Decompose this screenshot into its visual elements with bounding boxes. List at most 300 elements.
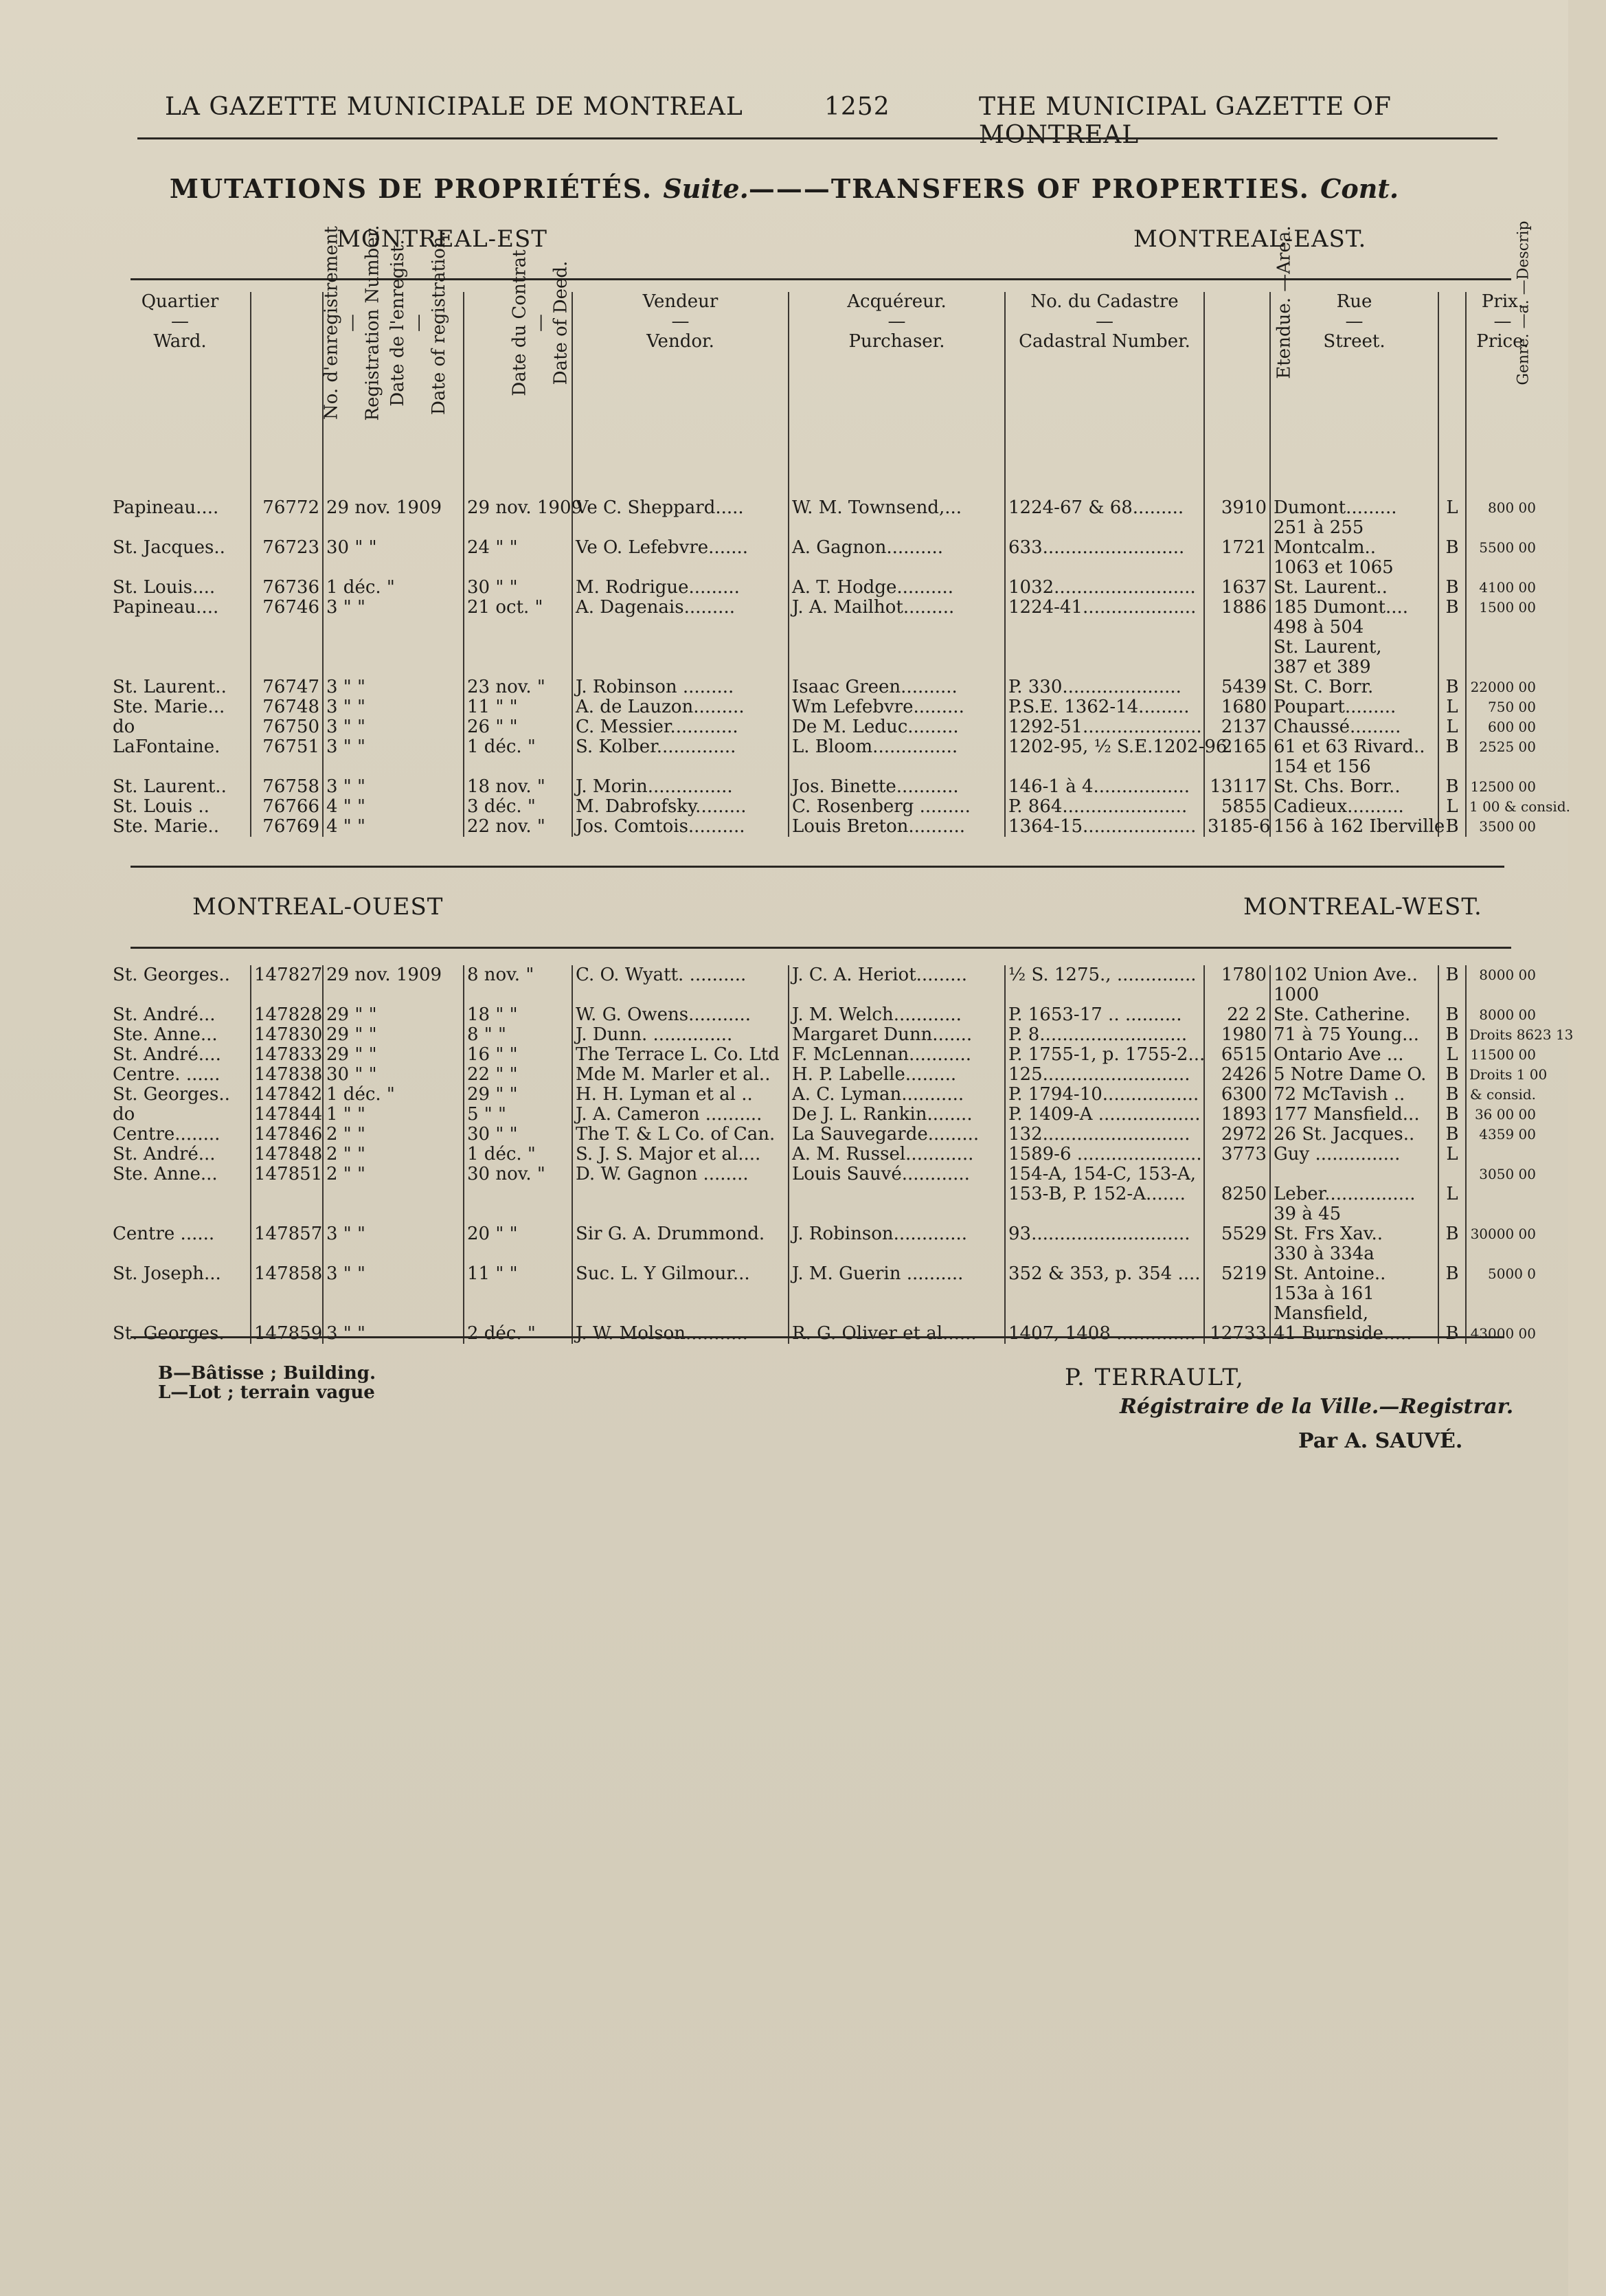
cell-registration-date	[323, 618, 464, 638]
cell-cadastral-number	[1005, 1204, 1204, 1224]
cell-street: 330 à 334a	[1270, 1244, 1438, 1264]
cell-registration-date: 4 " "	[323, 817, 464, 837]
table-row	[110, 1244, 1539, 1264]
cell-area: 8250	[1204, 1184, 1270, 1204]
cell-kind	[1438, 638, 1466, 657]
cell-kind: L	[1438, 1184, 1466, 1204]
cell-ward	[110, 638, 251, 657]
cell-purchaser: A. Gagnon..........	[789, 538, 1005, 558]
cell-street: St. Frs Xav..	[1270, 1224, 1438, 1244]
cell-price: 30000 00	[1466, 1224, 1539, 1244]
cell-deed-date	[464, 618, 572, 638]
cell-area: 1893	[1204, 1105, 1270, 1125]
cell-street: Montcalm..	[1270, 538, 1438, 558]
cell-area: 5439	[1204, 677, 1270, 697]
table-row	[110, 1065, 1539, 1085]
cell-cadastral-number	[1005, 985, 1204, 1005]
cell-vendor: J. A. Cameron ..........	[572, 1105, 789, 1125]
cell-registration-date	[323, 638, 464, 657]
cell-price	[1466, 757, 1539, 777]
cell-cadastral-number: 146-1 à 4.................	[1005, 777, 1204, 797]
cell-purchaser: Wm Lefebvre.........	[789, 697, 1005, 717]
cell-ward: St. Georges.	[113, 1323, 225, 1344]
cell-purchaser	[789, 558, 1005, 578]
cell-purchaser: C. Rosenberg .........	[789, 797, 1005, 817]
cell-vendor: Ve C. Sheppard.....	[572, 498, 789, 518]
cell-price	[1466, 1284, 1539, 1304]
table-row	[110, 598, 1539, 618]
cell-kind: B	[1438, 598, 1466, 618]
cell-area	[1204, 1284, 1270, 1304]
cell-cadastral-number	[1005, 757, 1204, 777]
cell-price	[1466, 657, 1539, 677]
cell-ward: St. Laurent..	[113, 677, 227, 697]
table-row	[110, 618, 1539, 638]
cell-vendor: D. W. Gagnon ........	[572, 1164, 789, 1184]
west-bottom-rule	[131, 1336, 1504, 1338]
cell-ward	[110, 1244, 251, 1264]
cell-purchaser: J. C. A. Heriot.........	[789, 965, 1005, 985]
cell-cadastral-number: 93............................	[1005, 1224, 1204, 1244]
cell-street: Poupart.........	[1270, 697, 1438, 717]
cell-registration-date: 3 " "	[323, 697, 464, 717]
cell-ward: St. Louis....	[113, 577, 216, 598]
cell-registration-number: 147859	[251, 1324, 323, 1344]
cell-registration-number: 147844	[251, 1105, 323, 1125]
cell-vendor	[572, 1204, 789, 1224]
cell-cadastral-number: 633.........................	[1005, 538, 1204, 558]
cell-price	[1466, 1244, 1539, 1264]
cell-registration-date	[323, 1284, 464, 1304]
signature-title: Régistraire de la Ville.—Registrar.	[1120, 1395, 1514, 1419]
cell-vendor: The T. & L Co. of Can.	[572, 1125, 789, 1145]
cell-cadastral-number: P. 8..........................	[1005, 1025, 1204, 1045]
cell-price: 11500 00	[1466, 1045, 1539, 1065]
table-row	[110, 797, 1539, 817]
cell-deed-date	[464, 1304, 572, 1324]
cell-kind	[1438, 657, 1466, 677]
cell-cadastral-number	[1005, 1284, 1204, 1304]
cell-ward	[110, 1304, 251, 1324]
cell-area: 12733	[1204, 1324, 1270, 1344]
cell-ward: St. Joseph...	[113, 1263, 221, 1284]
cell-area: 2426	[1204, 1065, 1270, 1085]
cell-ward: Papineau....	[113, 497, 219, 518]
cell-cadastral-number	[1005, 558, 1204, 578]
cell-ward	[110, 1184, 251, 1204]
cell-kind	[1438, 1304, 1466, 1324]
cell-street: St. Laurent,	[1270, 638, 1438, 657]
cell-vendor: W. G. Owens...........	[572, 1005, 789, 1025]
cell-deed-date: 26 " "	[464, 717, 572, 737]
cell-registration-number: 76769	[251, 817, 323, 837]
cell-vendor: C. O. Wyatt. ..........	[572, 965, 789, 985]
cell-deed-date: 8 nov. "	[464, 965, 572, 985]
cell-area: 5855	[1204, 797, 1270, 817]
cell-vendor	[572, 518, 789, 538]
cell-price	[1466, 985, 1539, 1005]
cell-street: 39 à 45	[1270, 1204, 1438, 1224]
table-row	[110, 638, 1539, 657]
west-top-rule	[131, 947, 1511, 949]
cell-vendor	[572, 638, 789, 657]
cell-registration-number: 147828	[251, 1005, 323, 1025]
cell-street: St. C. Borr.	[1270, 677, 1438, 697]
cell-street: Ste. Catherine.	[1270, 1005, 1438, 1025]
table-row	[110, 697, 1539, 717]
cell-price: 5000 0	[1466, 1264, 1539, 1284]
table-row	[110, 1025, 1539, 1045]
cell-area: 2165	[1204, 737, 1270, 757]
cell-area: 1637	[1204, 578, 1270, 598]
cell-registration-number	[251, 558, 323, 578]
cell-cadastral-number: 125..........................	[1005, 1065, 1204, 1085]
cell-deed-date: 3 déc. "	[464, 797, 572, 817]
cell-cadastral-number	[1005, 1244, 1204, 1264]
table-row	[110, 518, 1539, 538]
cell-ward: Centre........	[113, 1124, 220, 1145]
cell-registration-date: 30 " "	[323, 1065, 464, 1085]
cell-area	[1204, 518, 1270, 538]
cell-ward: St. André...	[113, 1144, 216, 1164]
cell-deed-date	[464, 1184, 572, 1204]
cell-kind	[1438, 1244, 1466, 1264]
cell-vendor	[572, 558, 789, 578]
cell-deed-date: 18 " "	[464, 1005, 572, 1025]
cell-purchaser: La Sauvegarde.........	[789, 1125, 1005, 1145]
table-row	[110, 1224, 1539, 1244]
cell-ward: St. Georges..	[113, 965, 230, 985]
table-row	[110, 1264, 1539, 1284]
cell-kind: L	[1438, 1145, 1466, 1164]
west-label-en: MONTREAL-WEST.	[1243, 893, 1482, 921]
cell-ward	[110, 618, 251, 638]
cell-kind	[1438, 558, 1466, 578]
cell-price: 36 00 00	[1466, 1105, 1539, 1125]
cell-ward: Ste. Marie...	[113, 697, 225, 717]
cell-registration-number: 147842	[251, 1085, 323, 1105]
cell-registration-date: 2 " "	[323, 1145, 464, 1164]
cell-kind	[1438, 985, 1466, 1005]
cell-purchaser	[789, 757, 1005, 777]
cell-kind: L	[1438, 797, 1466, 817]
col-registration-number: No. d'enregistrement — Registration Number.	[251, 292, 323, 498]
cell-vendor: Jos. Comtois..........	[572, 817, 789, 837]
cell-price: & consid.	[1466, 1085, 1539, 1105]
cell-price	[1466, 1204, 1539, 1224]
cell-cadastral-number: P. 1755-1, p. 1755-2...	[1005, 1045, 1204, 1065]
cell-street: Dumont.........	[1270, 498, 1438, 518]
cell-cadastral-number: P.S.E. 1362-14.........	[1005, 697, 1204, 717]
cell-kind: L	[1438, 697, 1466, 717]
cell-street: 71 à 75 Young...	[1270, 1025, 1438, 1045]
cell-cadastral-number: 132..........................	[1005, 1125, 1204, 1145]
title-fr: MUTATIONS DE PROPRIÉTÉS.	[169, 173, 653, 204]
signature-by: Par A. SAUVÉ.	[1298, 1429, 1463, 1453]
cell-area	[1204, 1304, 1270, 1324]
cell-street: 154 et 156	[1270, 757, 1438, 777]
cell-purchaser	[789, 1284, 1005, 1304]
cell-ward: Centre. ......	[113, 1064, 220, 1085]
cell-purchaser: R. G. Oliver et al......	[789, 1324, 1005, 1344]
cell-vendor: J. Morin...............	[572, 777, 789, 797]
cell-street: Mansfield,	[1270, 1304, 1438, 1324]
table-row	[110, 1145, 1539, 1164]
cell-kind: B	[1438, 777, 1466, 797]
cell-area	[1204, 657, 1270, 677]
col-vendor: Vendeur — Vendor.	[572, 292, 789, 498]
cell-purchaser: J. M. Guerin ..........	[789, 1264, 1005, 1284]
cell-registration-number: 147833	[251, 1045, 323, 1065]
cell-kind: B	[1438, 1105, 1466, 1125]
cell-street: 1063 et 1065	[1270, 558, 1438, 578]
cell-price: Droits 8623 13	[1466, 1025, 1539, 1045]
cell-street: 498 à 504	[1270, 618, 1438, 638]
cell-deed-date: 1 déc. "	[464, 1145, 572, 1164]
cell-registration-number	[251, 1184, 323, 1204]
table-row	[110, 965, 1539, 985]
cell-ward: St. André....	[113, 1044, 221, 1065]
cell-vendor: H. H. Lyman et al ..	[572, 1085, 789, 1105]
cell-registration-date: 4 " "	[323, 797, 464, 817]
cell-price	[1466, 638, 1539, 657]
cell-street: St. Antoine..	[1270, 1264, 1438, 1284]
cell-registration-date: 3 " "	[323, 717, 464, 737]
cell-deed-date: 30 " "	[464, 578, 572, 598]
cell-area: 2972	[1204, 1125, 1270, 1145]
cell-street: Guy ...............	[1270, 1145, 1438, 1164]
cell-kind	[1438, 1164, 1466, 1184]
cell-price: 800 00	[1466, 498, 1539, 518]
cell-registration-date: 3 " "	[323, 1264, 464, 1284]
cell-kind: B	[1438, 1324, 1466, 1344]
cell-street: 72 McTavish ..	[1270, 1085, 1438, 1105]
cell-registration-date	[323, 1244, 464, 1264]
table-row	[110, 1045, 1539, 1065]
cell-purchaser: Louis Sauvé............	[789, 1164, 1005, 1184]
header-left: LA GAZETTE MUNICIPALE DE MONTREAL	[165, 93, 743, 121]
cell-ward: do	[113, 1104, 135, 1125]
cell-deed-date	[464, 1284, 572, 1304]
cell-registration-date	[323, 1304, 464, 1324]
table-row	[110, 498, 1539, 518]
cell-deed-date: 16 " "	[464, 1045, 572, 1065]
cell-area: 3910	[1204, 498, 1270, 518]
cell-price: 12500 00	[1466, 777, 1539, 797]
cell-registration-date	[323, 1204, 464, 1224]
cell-registration-number: 147851	[251, 1164, 323, 1184]
cell-price	[1466, 618, 1539, 638]
cell-kind: B	[1438, 1065, 1466, 1085]
cell-deed-date	[464, 985, 572, 1005]
cell-deed-date: 2 déc. "	[464, 1324, 572, 1344]
cell-deed-date: 22 " "	[464, 1065, 572, 1085]
cell-cadastral-number	[1005, 518, 1204, 538]
title-cont: Cont.	[1320, 173, 1399, 204]
legend-building: B—Bâtisse ; Building.	[158, 1363, 376, 1384]
cell-price: 8000 00	[1466, 1005, 1539, 1025]
cell-purchaser	[789, 1204, 1005, 1224]
cell-cadastral-number: 1589-6 ......................	[1005, 1145, 1204, 1164]
cell-kind: B	[1438, 1085, 1466, 1105]
cell-registration-number: 76758	[251, 777, 323, 797]
cell-vendor	[572, 1244, 789, 1264]
cell-deed-date	[464, 757, 572, 777]
cell-registration-date	[323, 757, 464, 777]
cell-purchaser	[789, 1184, 1005, 1204]
title-suite: Suite.	[663, 173, 749, 204]
cell-registration-date: 3 " "	[323, 677, 464, 697]
table-row	[110, 1204, 1539, 1224]
cell-registration-number	[251, 518, 323, 538]
cell-ward: St. Georges..	[113, 1084, 230, 1105]
table-row	[110, 1005, 1539, 1025]
cell-cadastral-number	[1005, 618, 1204, 638]
cell-registration-date	[323, 1184, 464, 1204]
cell-registration-number: 76736	[251, 578, 323, 598]
cell-area: 6300	[1204, 1085, 1270, 1105]
cell-vendor: A. de Lauzon.........	[572, 697, 789, 717]
cell-registration-number	[251, 638, 323, 657]
cell-kind: B	[1438, 737, 1466, 757]
cell-deed-date: 30 nov. "	[464, 1164, 572, 1184]
cell-registration-date	[323, 518, 464, 538]
cell-vendor	[572, 1304, 789, 1324]
cell-vendor	[572, 657, 789, 677]
cell-area	[1204, 985, 1270, 1005]
cell-purchaser: F. McLennan...........	[789, 1045, 1005, 1065]
cell-vendor: M. Dabrofsky.........	[572, 797, 789, 817]
cell-vendor: A. Dagenais.........	[572, 598, 789, 618]
table-row	[110, 1284, 1539, 1304]
cell-registration-number	[251, 1304, 323, 1324]
cell-kind	[1438, 1284, 1466, 1304]
cell-registration-date	[323, 657, 464, 677]
table-row	[110, 578, 1539, 598]
cell-purchaser: J. M. Welch............	[789, 1005, 1005, 1025]
cell-registration-number: 147846	[251, 1125, 323, 1145]
table-row	[110, 1184, 1539, 1204]
cell-street: St. Laurent..	[1270, 578, 1438, 598]
cell-ward: Papineau....	[113, 597, 219, 618]
cell-registration-number	[251, 757, 323, 777]
cell-cadastral-number	[1005, 1304, 1204, 1324]
col-ward: Quartier — Ward.	[141, 291, 219, 352]
cell-purchaser: W. M. Townsend,...	[789, 498, 1005, 518]
cell-vendor: J. Robinson .........	[572, 677, 789, 697]
cell-price	[1466, 558, 1539, 578]
table-row	[110, 717, 1539, 737]
cell-kind: B	[1438, 1025, 1466, 1045]
cell-price: 43000 00	[1466, 1324, 1539, 1344]
cell-ward	[110, 757, 251, 777]
cell-purchaser: J. Robinson.............	[789, 1224, 1005, 1244]
cell-ward	[110, 558, 251, 578]
cell-street: Leber................	[1270, 1184, 1438, 1204]
table-row	[110, 777, 1539, 797]
west-transfers-table	[110, 965, 1574, 1344]
cell-kind: B	[1438, 1264, 1466, 1284]
cell-area: 1780	[1204, 965, 1270, 985]
table-row	[110, 1324, 1539, 1344]
table-row	[110, 538, 1539, 558]
cell-purchaser: A. T. Hodge..........	[789, 578, 1005, 598]
cell-area: 3773	[1204, 1145, 1270, 1164]
cell-deed-date: 30 " "	[464, 1125, 572, 1145]
cell-price: 4359 00	[1466, 1125, 1539, 1145]
cell-ward: St. Jacques..	[113, 537, 225, 558]
cell-registration-number	[251, 1244, 323, 1264]
cell-deed-date	[464, 558, 572, 578]
cell-price	[1466, 1304, 1539, 1324]
legend-lot: L—Lot ; terrain vague	[158, 1382, 375, 1403]
cell-ward: LaFontaine.	[113, 736, 220, 757]
cell-cadastral-number	[1005, 638, 1204, 657]
cell-registration-number	[251, 1284, 323, 1304]
cell-street: 185 Dumont....	[1270, 598, 1438, 618]
cell-area	[1204, 1244, 1270, 1264]
col-deed-date: Date du Contrat — Date of Deed.	[464, 292, 572, 498]
cell-cadastral-number: 153-B, P. 152-A.......	[1005, 1184, 1204, 1204]
cell-street: 251 à 255	[1270, 518, 1438, 538]
east-label-en: MONTREAL-EAST.	[1133, 225, 1367, 253]
cell-deed-date: 22 nov. "	[464, 817, 572, 837]
cell-deed-date: 1 déc. "	[464, 737, 572, 757]
cell-ward: St. Laurent..	[113, 776, 227, 797]
signature-name: P. TERRAULT,	[1065, 1364, 1245, 1391]
cell-price: 5500 00	[1466, 538, 1539, 558]
cell-deed-date	[464, 657, 572, 677]
table-row	[110, 677, 1539, 697]
cell-cadastral-number: 1202-95, ½ S.E.1202-96	[1005, 737, 1204, 757]
cell-street: 5 Notre Dame O.	[1270, 1065, 1438, 1085]
east-header-row	[110, 292, 1539, 498]
cell-registration-number: 147838	[251, 1065, 323, 1085]
cell-purchaser: A. C. Lyman...........	[789, 1085, 1005, 1105]
cell-ward: Ste. Anne...	[113, 1164, 218, 1184]
cell-street: 41 Burnside.....	[1270, 1324, 1438, 1344]
cell-kind: B	[1438, 1005, 1466, 1025]
cell-registration-date: 1 " "	[323, 1105, 464, 1125]
cell-purchaser: A. M. Russel............	[789, 1145, 1005, 1164]
cell-price: 1500 00	[1466, 598, 1539, 618]
cell-area: 5219	[1204, 1264, 1270, 1284]
cell-ward	[110, 518, 251, 538]
cell-price: 8000 00	[1466, 965, 1539, 985]
cell-kind	[1438, 1204, 1466, 1224]
west-label-fr: MONTREAL-OUEST	[192, 893, 444, 921]
cell-cadastral-number: 1292-51.....................	[1005, 717, 1204, 737]
cell-deed-date: 29 nov. 1909	[464, 498, 572, 518]
cell-registration-number	[251, 1204, 323, 1224]
cell-purchaser: Isaac Green..........	[789, 677, 1005, 697]
cell-vendor: The Terrace L. Co. Ltd	[572, 1045, 789, 1065]
cell-area	[1204, 1164, 1270, 1184]
header-rule	[137, 137, 1497, 139]
cell-registration-date: 2 " "	[323, 1164, 464, 1184]
cell-cadastral-number: 1364-15....................	[1005, 817, 1204, 837]
cell-registration-number	[251, 618, 323, 638]
cell-registration-date: 29 nov. 1909	[323, 498, 464, 518]
cell-street: Chaussé.........	[1270, 717, 1438, 737]
cell-purchaser	[789, 657, 1005, 677]
cell-vendor: J. Dunn. ..............	[572, 1025, 789, 1045]
cell-cadastral-number: P. 1794-10.................	[1005, 1085, 1204, 1105]
cell-registration-date: 29 " "	[323, 1005, 464, 1025]
cell-cadastral-number: ½ S. 1275., ..............	[1005, 965, 1204, 985]
cell-deed-date: 21 oct. "	[464, 598, 572, 618]
cell-registration-date: 3 " "	[323, 777, 464, 797]
